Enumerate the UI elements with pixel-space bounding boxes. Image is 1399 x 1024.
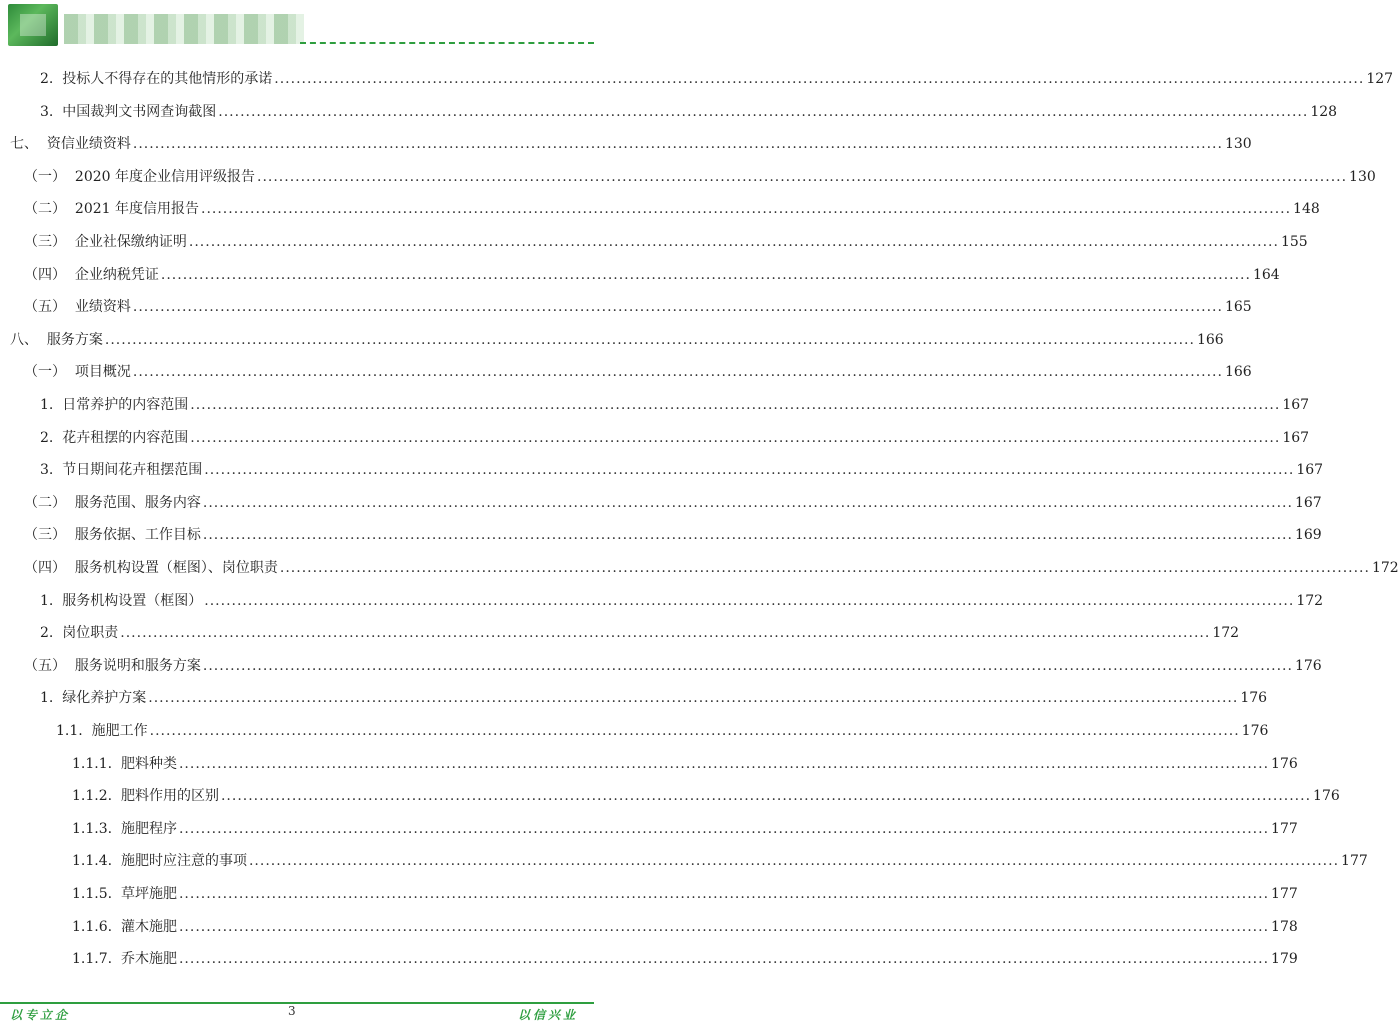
toc-leader-dots: ........................................................................................................................................................................................................: [218, 103, 1309, 120]
toc-entry-title: 企业社保缴纳证明: [74, 234, 187, 250]
toc-entry[interactable]: [0, 194, 1320, 218]
toc-entry[interactable]: [0, 292, 1252, 316]
toc-entry-number: 2.: [40, 429, 54, 446]
toc-entry-title: 投标人不得存在的其他情形的承诺: [62, 71, 273, 87]
toc-leader-dots: ........................................................................................................................................................................................................: [257, 168, 1348, 185]
toc-leader-dots: ........................................................................................................................................................................................................: [178, 886, 1270, 902]
footer-rule: [0, 1002, 594, 1004]
toc-entry-title: 肥料种类: [120, 755, 177, 772]
toc-entry[interactable]: [0, 390, 1310, 414]
header-company-name-blurred: [64, 14, 304, 44]
toc-entry[interactable]: [0, 781, 1340, 805]
toc-entry-page: 172: [1212, 625, 1240, 642]
toc-entry-number: （二）: [24, 494, 66, 511]
toc-entry-title: 绿化养护方案: [62, 690, 147, 707]
toc-entry-title: 花卉租摆的内容范围: [62, 429, 189, 446]
toc-entry-page: 130: [1224, 136, 1252, 153]
toc-entry-title: 业绩资料: [74, 299, 131, 316]
toc-entry[interactable]: [0, 455, 1324, 479]
toc-entry-number: 1.1.4.: [72, 853, 113, 870]
toc-entry[interactable]: [0, 97, 1338, 121]
toc-entry-page: 172: [1371, 560, 1399, 576]
toc-entry[interactable]: [0, 64, 1394, 88]
toc-leader-dots: ........................................................................................................................................................................................................: [202, 494, 1293, 511]
page-header: [0, 0, 594, 52]
toc-entry-number: 1.1.5.: [72, 886, 113, 902]
toc-leader-dots: ........................................................................................................................................................................................................: [132, 299, 1223, 316]
toc-entry-number: 1.1.1.: [72, 755, 113, 772]
toc-leader-dots: ........................................................................................................................................................................................................: [149, 723, 1240, 739]
toc-entry-title: 服务说明和服务方案: [74, 657, 201, 674]
toc-entry-page: 177: [1271, 886, 1298, 902]
toc-entry-page: 128: [1310, 103, 1338, 120]
toc-entry[interactable]: [0, 488, 1322, 512]
toc-leader-dots: ........................................................................................................................................................................................................: [190, 429, 1281, 446]
toc-entry-page: 167: [1296, 462, 1324, 479]
toc-entry-page: 155: [1280, 234, 1308, 250]
toc-entry[interactable]: [0, 586, 1324, 610]
toc-entry-page: 169: [1294, 527, 1322, 544]
toc-entry-page: 167: [1294, 494, 1322, 511]
toc-leader-dots: ........................................................................................................................................................................................................: [178, 755, 1270, 772]
toc-leader-dots: ........................................................................................................................................................................................................: [148, 690, 1239, 707]
toc-entry-title: 企业纳税凭证: [74, 266, 159, 283]
toc-entry[interactable]: [0, 520, 1322, 544]
toc-leader-dots: ........................................................................................................................................................................................................: [178, 820, 1270, 837]
toc-leader-dots: ........................................................................................................................................................................................................: [104, 331, 1195, 348]
toc-entry-number: （五）: [24, 299, 66, 316]
toc-entry[interactable]: [0, 129, 1252, 153]
toc-entry-page: 176: [1241, 723, 1269, 739]
toc-leader-dots: ........................................................................................................................................................................................................: [204, 462, 1295, 479]
toc-entry-number: 2.: [40, 625, 54, 642]
toc-entry-number: 1.: [40, 397, 54, 413]
toc-entry-title: 日常养护的内容范围: [62, 397, 189, 413]
toc-entry-title: 服务机构设置（框图）: [62, 592, 203, 609]
toc-entry-page: 127: [1366, 71, 1394, 87]
toc-leader-dots: ........................................................................................................................................................................................................: [220, 788, 1312, 805]
toc-entry-page: 148: [1293, 201, 1320, 218]
toc-entry[interactable]: [0, 716, 1269, 740]
toc-leader-dots: ........................................................................................................................................................................................................: [132, 136, 1223, 153]
toc-entry-title: 肥料作用的区别: [120, 788, 219, 805]
toc-entry-page: 165: [1224, 299, 1252, 316]
toc-entry[interactable]: [0, 618, 1240, 642]
toc-entry-page: 130: [1349, 168, 1376, 185]
toc-entry-page: 176: [1294, 657, 1322, 674]
toc-leader-dots: ........................................................................................................................................................................................................: [204, 592, 1295, 609]
toc-entry[interactable]: [0, 325, 1224, 349]
toc-entry-number: 2.: [40, 71, 54, 87]
toc-entry-number: （一）: [24, 364, 66, 381]
toc-entry-page: 164: [1252, 266, 1280, 283]
toc-leader-dots: ........................................................................................................................................................................................................: [188, 234, 1279, 250]
toc-entry-title: 服务范围、服务内容: [74, 494, 201, 511]
toc-leader-dots: ........................................................................................................................................................................................................: [190, 397, 1281, 413]
toc-entry-page: 179: [1271, 951, 1298, 968]
footer-motto-right: 以信兴业: [517, 1008, 578, 1022]
header-dashed-rule: [300, 42, 594, 44]
toc-entry-title: 2020 年度企业信用评级报告: [74, 168, 255, 185]
toc-entry-page: 166: [1196, 331, 1224, 348]
toc-entry-number: 1.1.6.: [72, 918, 113, 935]
toc-entry[interactable]: [0, 879, 1298, 903]
toc-entry-title: 项目概况: [74, 364, 131, 381]
toc-entry-number: 3.: [40, 462, 54, 479]
toc-leader-dots: ........................................................................................................................................................................................................: [248, 853, 1340, 870]
toc-entry[interactable]: [0, 846, 1368, 870]
toc-leader-dots: ........................................................................................................................................................................................................: [178, 951, 1270, 968]
toc-entry-number: 1.1.2.: [72, 788, 113, 805]
toc-entry[interactable]: [0, 651, 1322, 675]
footer-page-number: 3: [288, 1004, 296, 1018]
logo-mark: [20, 14, 46, 36]
toc-entry-number: 1.1.7.: [72, 951, 113, 968]
toc-leader-dots: ........................................................................................................................................................................................................: [202, 527, 1293, 544]
toc-leader-dots: ........................................................................................................................................................................................................: [274, 71, 1365, 87]
toc-entry-page: 176: [1271, 755, 1298, 772]
toc-entry-title: 服务机构设置（框图）、岗位职责: [74, 560, 278, 576]
toc-entry-page: 177: [1341, 853, 1368, 870]
toc-entry-number: （三）: [24, 527, 66, 544]
toc-entry[interactable]: [0, 912, 1298, 936]
toc-leader-dots: ........................................................................................................................................................................................................: [178, 918, 1270, 935]
toc-leader-dots: ........................................................................................................................................................................................................: [201, 201, 1292, 218]
toc-leader-dots: ........................................................................................................................................................................................................: [160, 266, 1251, 283]
toc-leader-dots: ........................................................................................................................................................................................................: [132, 364, 1223, 381]
toc-entry[interactable]: [0, 944, 1298, 968]
toc-entry-number: 3.: [40, 103, 54, 120]
toc-entry[interactable]: [0, 227, 1308, 251]
toc-entry[interactable]: [0, 260, 1280, 284]
toc-entry-title: 施肥时应注意的事项: [120, 853, 247, 870]
toc-entry-number: （三）: [24, 234, 66, 250]
toc-entry-number: （二）: [24, 201, 66, 218]
toc-entry-number: 八、: [10, 331, 38, 348]
toc-entry-title: 服务依据、工作目标: [74, 527, 201, 544]
company-logo: [8, 4, 58, 46]
toc-entry[interactable]: [0, 423, 1310, 447]
toc-entry-number: 1.1.3.: [72, 820, 113, 837]
toc-entry-title: 施肥工作: [91, 723, 148, 739]
toc-entry-page: 166: [1224, 364, 1252, 381]
toc-entry[interactable]: [0, 814, 1298, 838]
toc-entry-title: 灌木施肥: [120, 918, 177, 935]
toc-entry-number: 1.1.: [56, 723, 83, 739]
toc-entry[interactable]: [0, 683, 1268, 707]
toc-entry-page: 176: [1313, 788, 1340, 805]
toc-entry[interactable]: [0, 357, 1252, 381]
toc-entry-number: （四）: [24, 560, 66, 576]
toc-entry-title: 乔木施肥: [120, 951, 177, 968]
toc-entry-title: 2021 年度信用报告: [74, 201, 199, 218]
toc-entry-page: 167: [1282, 429, 1310, 446]
toc-leader-dots: ........................................................................................................................................................................................................: [120, 625, 1211, 642]
toc-leader-dots: ........................................................................................................................................................................................................: [202, 657, 1293, 674]
toc-entry-title: 草坪施肥: [120, 886, 177, 902]
toc-entry-title: 服务方案: [46, 331, 103, 348]
toc-entry-page: 178: [1271, 918, 1298, 935]
toc-entry-number: （四）: [24, 266, 66, 283]
toc-entry-page: 172: [1296, 592, 1324, 609]
toc-entry-number: （五）: [24, 657, 66, 674]
toc-entry[interactable]: [0, 749, 1298, 773]
toc-entry-title: 岗位职责: [62, 625, 119, 642]
toc-entry[interactable]: [0, 553, 1399, 577]
toc-entry-number: 1.: [40, 690, 54, 707]
toc-entry-page: 167: [1282, 397, 1310, 413]
toc-entry-number: 1.: [40, 592, 54, 609]
footer-motto-left: 以专立企: [10, 1008, 71, 1022]
toc-entry-title: 施肥程序: [120, 820, 177, 837]
toc-entry-title: 中国裁判文书网查询截图: [62, 103, 217, 120]
toc-entry[interactable]: [0, 162, 1376, 186]
toc-entry-number: 七、: [10, 136, 38, 153]
toc-leader-dots: ........................................................................................................................................................................................................: [279, 560, 1370, 576]
toc-entry-page: 176: [1240, 690, 1268, 707]
toc-entry-title: 节日期间花卉租摆范围: [62, 462, 203, 479]
toc-entry-number: （一）: [24, 168, 66, 185]
toc-entry-title: 资信业绩资料: [46, 136, 131, 153]
toc-entry-page: 177: [1271, 820, 1298, 837]
